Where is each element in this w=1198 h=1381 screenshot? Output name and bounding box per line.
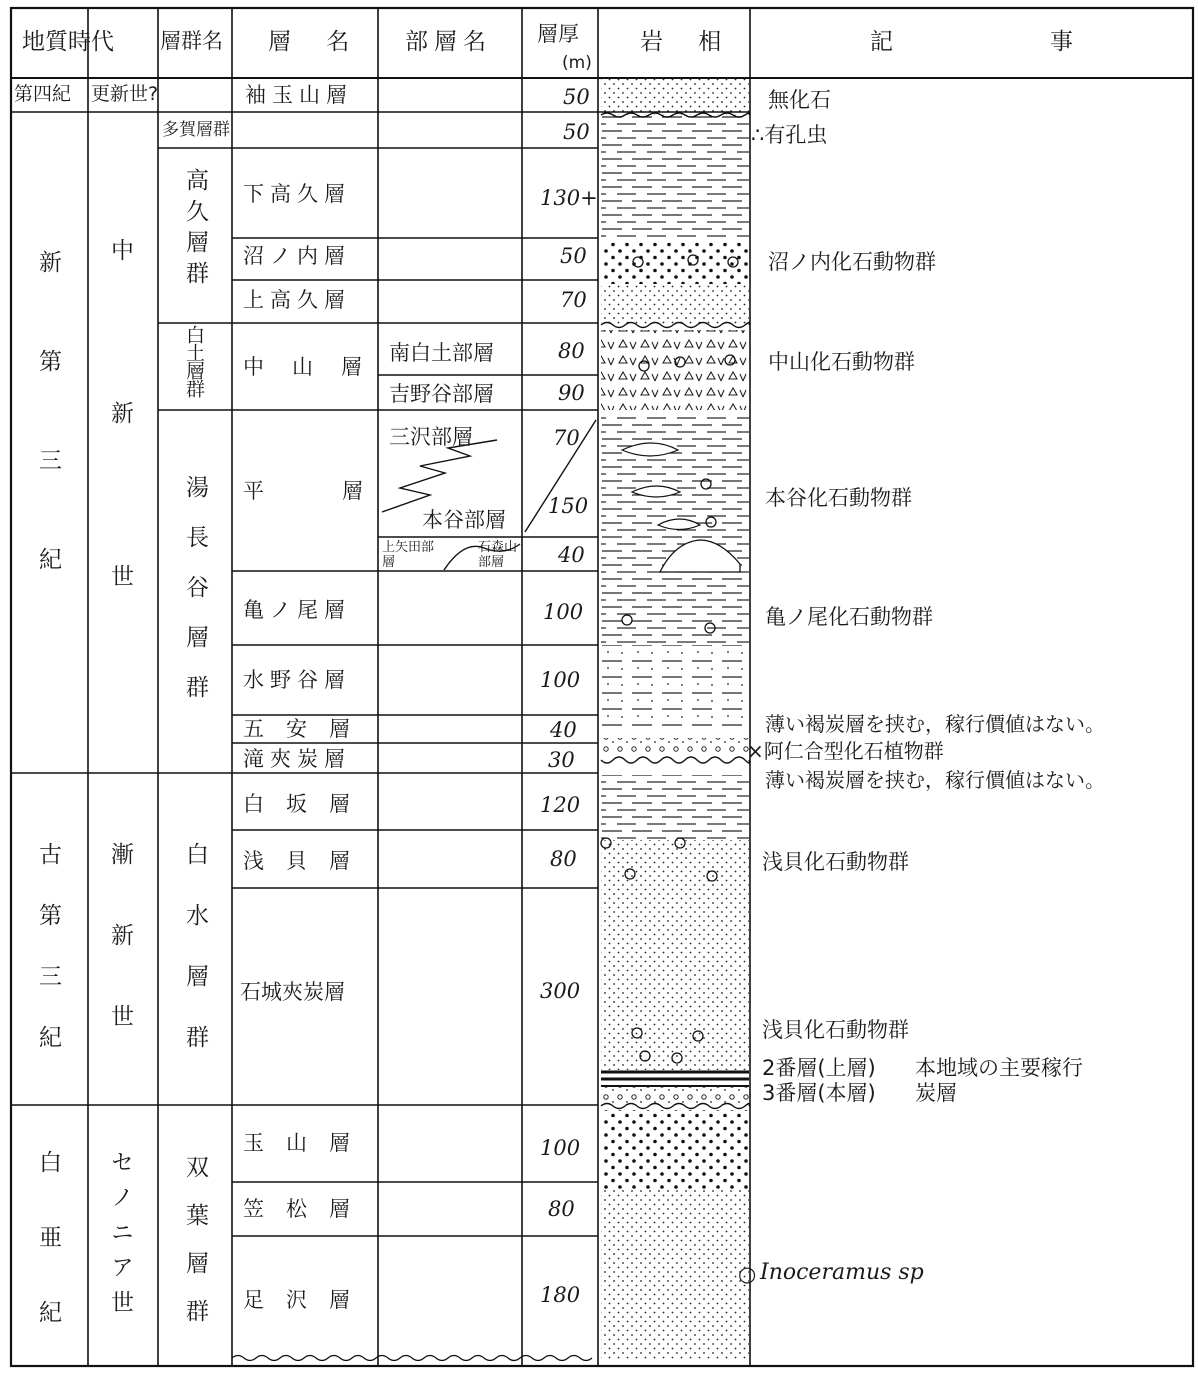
- thickness-value: 300: [540, 979, 581, 1003]
- thickness-value: 150: [548, 494, 589, 518]
- age-neogene: 新第三紀: [35, 250, 61, 646]
- lithology-column: [601, 78, 750, 1360]
- group-shiramizu: 白水層群: [182, 842, 208, 1086]
- shell-fossil-icon: ○: [738, 1262, 757, 1286]
- thickness-value: 100: [540, 1136, 581, 1160]
- age-paleogene: 古第三紀: [35, 842, 61, 1086]
- group-taga: 多賀層群: [162, 120, 230, 140]
- remark-seam-2: 2番層(上層): [762, 1056, 876, 1080]
- thickness-value: 30: [548, 748, 575, 772]
- remark-thin-lignite-2: 薄い褐炭層を挟む，稼行價値はない。: [765, 768, 1105, 792]
- formation-mizunoya: 水野谷層: [243, 668, 351, 692]
- header-lithology: 岩 相: [640, 29, 736, 55]
- thickness-value: 40: [550, 718, 577, 742]
- member-misawa: 三沢部層: [389, 425, 473, 449]
- thickness-value: 70: [560, 288, 587, 312]
- group-futaba: 双葉層群: [182, 1155, 208, 1347]
- remark-main-a: 本地域の主要稼行: [915, 1056, 1083, 1080]
- thickness-value: 130+: [540, 186, 598, 210]
- group-yunagaya: 湯長谷層群: [182, 475, 208, 725]
- header-remarks-a: 記: [870, 29, 893, 55]
- formation-goyasu: 五安層: [243, 717, 372, 741]
- remark-anigoi: ×阿仁合型化石植物群: [747, 739, 944, 763]
- remark-foram: ∴有孔虫: [751, 123, 828, 147]
- age-senonian: セノニア世: [107, 1150, 133, 1325]
- header-age: 地質時代: [22, 29, 114, 55]
- remark-no-fossil: 無化石: [768, 88, 831, 112]
- remark-seam-3: 3番層(本層): [762, 1081, 876, 1105]
- formation-sodetamayama: 袖玉山層: [245, 83, 353, 107]
- member-kamiyada: 上矢田部層: [382, 540, 435, 570]
- thickness-value: 80: [550, 847, 577, 871]
- age-oligocene: 漸新世: [107, 842, 133, 1085]
- header-remarks-b: 事: [1050, 29, 1073, 55]
- header-formation: 層 名: [268, 29, 364, 55]
- thickness-value: 50: [563, 85, 590, 109]
- thickness-value: 50: [560, 244, 587, 268]
- remark-main-b: 炭層: [915, 1081, 957, 1105]
- member-minami-shirado: 南白土部層: [389, 341, 494, 365]
- header-thickness: 層厚: [537, 22, 579, 46]
- age-miocene: 中新世: [107, 238, 133, 727]
- thickness-value: 50: [563, 120, 590, 144]
- header-thickness-unit: (m): [562, 53, 592, 73]
- header-group: 層群名: [160, 29, 223, 53]
- remark-kamenoo: 亀ノ尾化石動物群: [765, 605, 933, 629]
- thickness-value: 80: [558, 339, 585, 363]
- header-member: 部層名: [405, 29, 492, 55]
- remark-asagai-2: 浅貝化石動物群: [762, 1018, 909, 1042]
- thickness-value: 80: [548, 1197, 575, 1221]
- remark-numanouchi: 沼ノ内化石動物群: [768, 250, 936, 274]
- remark-thin-lignite-1: 薄い褐炭層を挟む，稼行價値はない。: [765, 712, 1105, 736]
- age-quaternary: 第四紀: [14, 83, 72, 105]
- formation-kamenoo: 亀ノ尾層: [243, 598, 351, 622]
- formation-taira: 平層: [243, 479, 441, 503]
- formation-tamayama: 玉山層: [243, 1131, 372, 1155]
- remark-inoceramus: Inoceramus sp: [760, 1260, 924, 1285]
- member-ishimoriyama: 石森山部層: [478, 540, 518, 570]
- remark-hontani: 本谷化石動物群: [765, 486, 912, 510]
- formation-numanouchi: 沼ノ内層: [243, 244, 351, 268]
- formation-asagai: 浅貝層: [243, 849, 372, 873]
- thickness-value: 120: [540, 793, 581, 817]
- thickness-value: 180: [540, 1283, 581, 1307]
- thickness-value: 40: [558, 543, 585, 567]
- thickness-value: 90: [558, 381, 585, 405]
- formation-ashizawa: 足沢層: [243, 1288, 372, 1312]
- formation-nakayama: 中山層: [243, 355, 390, 379]
- formation-iwaki-coal: 石城夾炭層: [240, 980, 345, 1004]
- age-cretaceous: 白亜紀: [35, 1150, 61, 1375]
- group-takaku: 高久層群: [182, 168, 208, 292]
- formation-kasamatsu: 笠松層: [243, 1197, 372, 1221]
- formation-taki-coal: 滝夾炭層: [243, 747, 351, 771]
- remark-nakayama: 中山化石動物群: [768, 350, 915, 374]
- member-hontani: 本谷部層: [422, 508, 506, 532]
- thickness-value: 100: [540, 668, 581, 692]
- age-pleistocene: 更新世?: [91, 83, 159, 105]
- formation-shirasaka: 白坂層: [243, 792, 372, 816]
- group-shirado: 白土層群: [183, 325, 205, 397]
- thickness-value: 70: [553, 426, 580, 450]
- thickness-value: 100: [543, 600, 584, 624]
- formation-shimotakaku: 下高久層: [243, 182, 351, 206]
- member-yoshinoya: 吉野谷部層: [389, 382, 494, 406]
- formation-kamitakaku: 上高久層: [243, 288, 351, 312]
- remark-asagai-1: 浅貝化石動物群: [762, 850, 909, 874]
